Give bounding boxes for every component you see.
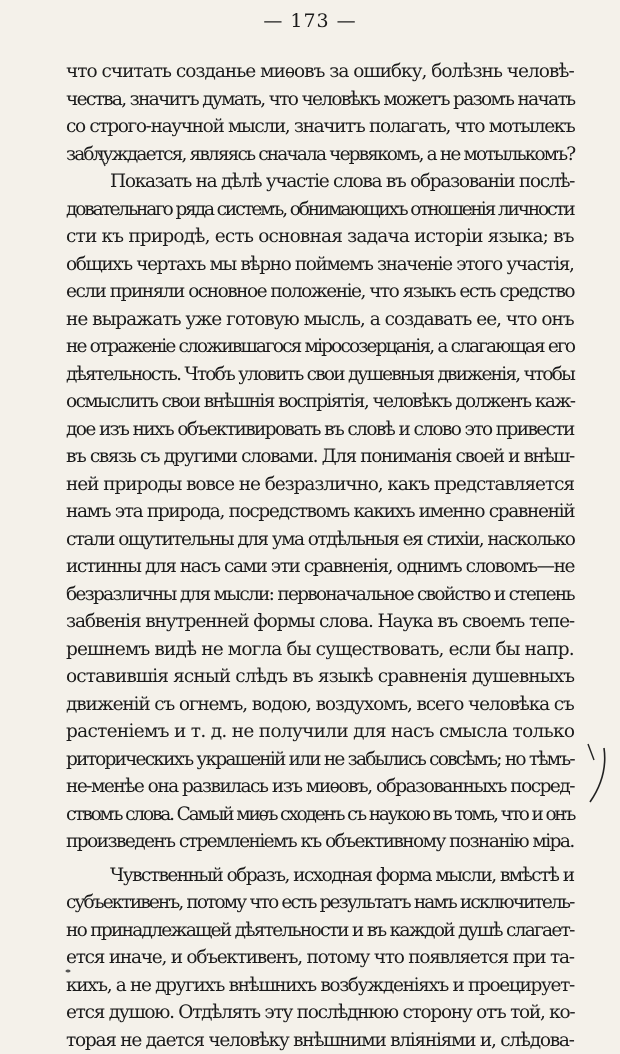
text-line: довательнаго ряда системъ, обнимающихъ отношенія личности	[66, 196, 574, 224]
text-line: ется иначе, и объективенъ, потому что появляется при та-	[66, 944, 574, 972]
text-line: что считать созданье миѳовъ за ошибку, болѣзнь человѣ-	[66, 58, 574, 86]
text-line: не отраженіе сложившагося міросозерцанія, а слагающая его	[66, 333, 574, 361]
text-line: забвенія внутренней формы слова. Наука въ своемъ тепе-	[66, 608, 574, 636]
text-line: заблуждается, являясь сначала червякомъ, а не мотылькомъ?	[66, 141, 574, 169]
text-line: решнемъ видѣ не могла бы существовать, если бы напр.	[66, 636, 574, 664]
body-text	[66, 58, 574, 1054]
text-line: произведенъ стремленіемъ къ объективному познанію міра.	[66, 828, 574, 856]
text-line: со строго-научной мысли, значитъ полагать, что мотылекъ	[66, 113, 574, 141]
text-line: безразличны для мысли: первоначальное свойство и степень	[66, 581, 574, 609]
text-line: истинны для насъ сами эти сравненія, однимъ словомъ—не	[66, 553, 574, 581]
text-line: субъективенъ, потому что есть результатъ намъ исключитель-	[66, 889, 574, 917]
text-line: растеніемъ и т. д. не получили для насъ смысла только	[66, 718, 574, 746]
text-line: общихъ чертахъ мы вѣрно поймемъ значеніе этого участія,	[66, 251, 574, 279]
text-line: ней природы вовсе не безразлично, какъ представляется	[66, 471, 574, 499]
text-line: дое изъ нихъ объективировать въ словѣ и слово это привести	[66, 416, 574, 444]
pencil-tick-mark	[96, 150, 110, 168]
text-line: стали ощутительны для ума отдѣльныя ея стихіи, насколько	[66, 526, 574, 554]
text-line: если приняли основное положеніе, что языкъ есть средство	[66, 278, 574, 306]
text-line: дѣятельность. Чтобъ уловить свои душевныя движенія, чтобы	[66, 361, 574, 389]
text-line: но принадлежащей дѣятельности и въ каждой душѣ слагает-	[66, 917, 574, 945]
text-line: чества, значитъ думать, что человѣкъ можетъ разомъ начать	[66, 86, 574, 114]
paragraph-start-line: Показать на дѣлѣ участіе слова въ образованіи послѣ-	[66, 168, 574, 196]
text-line: ется душою. Отдѣлять эту послѣднюю сторону отъ той, ко-	[66, 999, 574, 1027]
text-line: риторическихъ украшеній или не забылись совсѣмъ; но тѣмъ-	[66, 746, 574, 774]
text-line: намъ эта природа, посредствомъ какихъ именно сравненій	[66, 498, 574, 526]
text-line: оставившія ясный слѣдъ въ языкѣ сравненія душевныхъ	[66, 663, 574, 691]
text-line: кихъ, а не другихъ внѣшнихъ возбужденіяхъ и проецирует-	[66, 972, 574, 1000]
paragraph-start-line: Чувственный образъ, исходная форма мысли, вмѣстѣ и	[66, 862, 574, 890]
text-line: не выражать уже готовую мысль, а создавать ее, что онъ	[66, 306, 574, 334]
text-line: движеній съ огнемъ, водою, воздухомъ, всего человѣка съ	[66, 691, 574, 719]
text-line: осмыслить свои внѣшнія воспріятія, человѣкъ долженъ каж-	[66, 388, 574, 416]
pencil-bracket-mark	[582, 740, 612, 810]
page-number: — 173 —	[0, 10, 620, 32]
text-line: не-менѣе она развилась изъ миѳовъ, образованныхъ посред-	[66, 773, 574, 801]
text-line: торая не дается человѣку внѣшними вліяніями и, слѣдова-	[66, 1027, 574, 1054]
text-line: въ связь съ другими словами. Для пониманія своей и внѣш-	[66, 443, 574, 471]
text-line: сти къ природѣ, есть основная задача исторіи языка; въ	[66, 223, 574, 251]
text-line: ствомъ слова. Самый миѳъ сходенъ съ наукою въ томъ, что и онъ	[66, 801, 574, 829]
ink-speck	[64, 968, 72, 974]
